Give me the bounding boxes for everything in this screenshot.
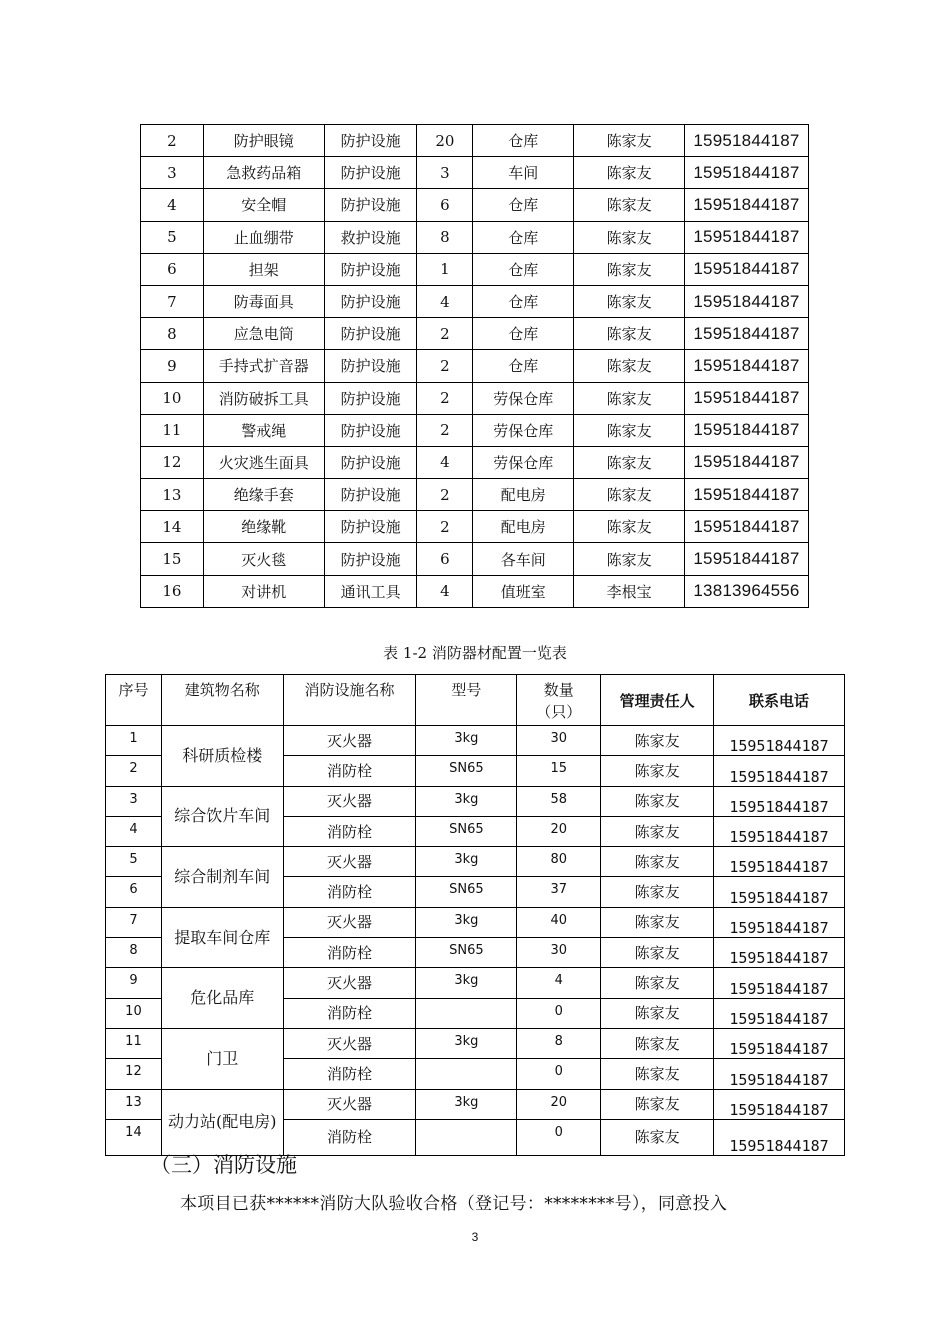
building-name: 综合饮片车间 xyxy=(161,786,283,847)
row-no: 11 xyxy=(141,414,204,446)
quantity: 0 xyxy=(517,1059,601,1089)
facility-name: 灭火器 xyxy=(283,786,416,816)
location: 值班室 xyxy=(473,575,574,607)
manager: 陈家友 xyxy=(601,786,714,816)
location: 仓库 xyxy=(473,350,574,382)
phone: 15951844187 xyxy=(714,726,845,756)
phone: 15951844187 xyxy=(684,414,808,446)
manager: 陈家友 xyxy=(601,938,714,968)
model: 3kg xyxy=(416,1089,517,1119)
location: 劳保仓库 xyxy=(473,446,574,478)
quantity: 2 xyxy=(417,350,473,382)
category: 防护设施 xyxy=(324,157,417,189)
manager: 陈家友 xyxy=(574,446,685,478)
table-row xyxy=(141,253,809,285)
manager: 陈家友 xyxy=(574,318,685,350)
quantity: 6 xyxy=(417,189,473,221)
row-no: 12 xyxy=(106,1059,162,1089)
item-name: 安全帽 xyxy=(203,189,324,221)
location: 仓库 xyxy=(473,221,574,253)
phone: 15951844187 xyxy=(684,543,808,575)
body-paragraph: 本项目已获******消防大队验收合格（登记号：********号），同意投入 xyxy=(180,1194,728,1214)
category: 防护设施 xyxy=(324,479,417,511)
manager: 陈家友 xyxy=(574,382,685,414)
item-name: 防护眼镜 xyxy=(203,125,324,157)
row-no: 10 xyxy=(106,998,162,1028)
row-no: 7 xyxy=(106,907,162,937)
row-no: 5 xyxy=(106,847,162,877)
phone: 15951844187 xyxy=(714,847,845,877)
item-name: 灭火毯 xyxy=(203,543,324,575)
phone: 15951844187 xyxy=(714,1119,845,1155)
quantity: 20 xyxy=(417,125,473,157)
facility-name: 灭火器 xyxy=(283,907,416,937)
quantity: 8 xyxy=(517,1028,601,1058)
model: 3kg xyxy=(416,1028,517,1058)
table-row xyxy=(106,786,845,816)
manager: 陈家友 xyxy=(601,847,714,877)
row-no: 2 xyxy=(106,756,162,786)
phone: 15951844187 xyxy=(714,756,845,786)
facility-name: 消防栓 xyxy=(283,1119,416,1155)
item-name: 绝缘靴 xyxy=(203,511,324,543)
manager: 陈家友 xyxy=(574,157,685,189)
row-no: 3 xyxy=(106,786,162,816)
quantity: 15 xyxy=(517,756,601,786)
manager: 陈家友 xyxy=(574,479,685,511)
item-name: 对讲机 xyxy=(203,575,324,607)
model xyxy=(416,1059,517,1089)
manager: 陈家友 xyxy=(601,1089,714,1119)
table-row xyxy=(141,350,809,382)
header-quantity xyxy=(517,675,601,726)
item-name: 担架 xyxy=(203,253,324,285)
phone: 15951844187 xyxy=(714,816,845,846)
manager: 陈家友 xyxy=(574,414,685,446)
row-no: 9 xyxy=(141,350,204,382)
manager: 陈家友 xyxy=(601,968,714,998)
row-no: 6 xyxy=(141,253,204,285)
location: 配电房 xyxy=(473,511,574,543)
manager: 陈家友 xyxy=(601,877,714,907)
manager: 陈家友 xyxy=(574,543,685,575)
table-row xyxy=(141,157,809,189)
phone: 15951844187 xyxy=(684,253,808,285)
category: 防护设施 xyxy=(324,189,417,221)
phone: 15951844187 xyxy=(684,446,808,478)
quantity: 40 xyxy=(517,907,601,937)
quantity: 0 xyxy=(517,998,601,1028)
phone: 15951844187 xyxy=(714,1089,845,1119)
building-name: 门卫 xyxy=(161,1028,283,1089)
manager: 陈家友 xyxy=(601,756,714,786)
row-no: 15 xyxy=(141,543,204,575)
page-number: 3 xyxy=(471,1230,479,1244)
category: 防护设施 xyxy=(324,382,417,414)
manager: 陈家友 xyxy=(601,1119,714,1155)
row-no: 11 xyxy=(106,1028,162,1058)
item-name: 手持式扩音器 xyxy=(203,350,324,382)
building-name: 危化品库 xyxy=(161,968,283,1029)
category: 防护设施 xyxy=(324,511,417,543)
category: 防护设施 xyxy=(324,125,417,157)
quantity: 37 xyxy=(517,877,601,907)
category: 防护设施 xyxy=(324,285,417,317)
location: 仓库 xyxy=(473,125,574,157)
row-no: 13 xyxy=(141,479,204,511)
phone: 15951844187 xyxy=(714,1059,845,1089)
row-no: 14 xyxy=(141,511,204,543)
category: 防护设施 xyxy=(324,350,417,382)
table-row xyxy=(106,726,845,756)
quantity: 4 xyxy=(517,968,601,998)
row-no: 12 xyxy=(141,446,204,478)
row-no: 13 xyxy=(106,1089,162,1119)
quantity: 30 xyxy=(517,938,601,968)
manager: 陈家友 xyxy=(574,221,685,253)
location: 车间 xyxy=(473,157,574,189)
item-name: 急救药品箱 xyxy=(203,157,324,189)
phone: 15951844187 xyxy=(684,350,808,382)
location: 仓库 xyxy=(473,318,574,350)
item-name: 绝缘手套 xyxy=(203,479,324,511)
quantity: 4 xyxy=(417,285,473,317)
phone: 15951844187 xyxy=(684,382,808,414)
header-building: 建筑物名称 xyxy=(161,675,283,726)
table-row xyxy=(141,125,809,157)
table-row xyxy=(141,189,809,221)
item-name: 警戒绳 xyxy=(203,414,324,446)
manager: 陈家友 xyxy=(601,1028,714,1058)
quantity: 58 xyxy=(517,786,601,816)
table-row xyxy=(141,479,809,511)
phone: 15951844187 xyxy=(714,907,845,937)
quantity: 4 xyxy=(417,446,473,478)
category: 防护设施 xyxy=(324,543,417,575)
model: SN65 xyxy=(416,938,517,968)
row-no: 6 xyxy=(106,877,162,907)
location: 仓库 xyxy=(473,189,574,221)
table-row xyxy=(141,382,809,414)
row-no: 3 xyxy=(141,157,204,189)
location: 配电房 xyxy=(473,479,574,511)
header-phone: 联系电话 xyxy=(714,675,845,726)
row-no: 16 xyxy=(141,575,204,607)
model xyxy=(416,998,517,1028)
phone: 15951844187 xyxy=(684,318,808,350)
phone: 15951844187 xyxy=(714,938,845,968)
model: 3kg xyxy=(416,726,517,756)
table-row xyxy=(106,847,845,877)
row-no: 8 xyxy=(141,318,204,350)
model: 3kg xyxy=(416,847,517,877)
table-row xyxy=(141,285,809,317)
header-quantity-line2: （只） xyxy=(536,703,582,721)
model: 3kg xyxy=(416,907,517,937)
model: SN65 xyxy=(416,877,517,907)
building-name: 提取车间仓库 xyxy=(161,907,283,968)
manager: 陈家友 xyxy=(574,511,685,543)
quantity: 2 xyxy=(417,511,473,543)
location: 仓库 xyxy=(473,285,574,317)
model: SN65 xyxy=(416,816,517,846)
category: 救护设施 xyxy=(324,221,417,253)
table-row xyxy=(141,511,809,543)
phone: 15951844187 xyxy=(684,285,808,317)
table-row xyxy=(106,1028,845,1058)
header-manager: 管理责任人 xyxy=(601,675,714,726)
phone: 15951844187 xyxy=(714,786,845,816)
phone: 13813964556 xyxy=(684,575,808,607)
quantity: 20 xyxy=(517,816,601,846)
header-no: 序号 xyxy=(106,675,162,726)
facility-name: 灭火器 xyxy=(283,726,416,756)
fire-equipment-table xyxy=(105,674,845,1156)
category: 防护设施 xyxy=(324,446,417,478)
manager: 陈家友 xyxy=(574,350,685,382)
phone: 15951844187 xyxy=(714,877,845,907)
item-name: 应急电筒 xyxy=(203,318,324,350)
header-quantity-line1: 数量 xyxy=(543,681,574,699)
phone: 15951844187 xyxy=(684,511,808,543)
manager: 陈家友 xyxy=(601,1059,714,1089)
phone: 15951844187 xyxy=(714,1028,845,1058)
manager: 陈家友 xyxy=(574,125,685,157)
phone: 15951844187 xyxy=(684,479,808,511)
quantity: 30 xyxy=(517,726,601,756)
manager: 陈家友 xyxy=(601,998,714,1028)
table-row xyxy=(106,1089,845,1119)
category: 防护设施 xyxy=(324,253,417,285)
category: 通讯工具 xyxy=(324,575,417,607)
facility-name: 灭火器 xyxy=(283,847,416,877)
quantity: 2 xyxy=(417,414,473,446)
quantity: 2 xyxy=(417,318,473,350)
manager: 陈家友 xyxy=(574,253,685,285)
equipment-table xyxy=(140,124,809,608)
manager: 陈家友 xyxy=(601,816,714,846)
phone: 15951844187 xyxy=(684,189,808,221)
quantity: 20 xyxy=(517,1089,601,1119)
row-no: 5 xyxy=(141,221,204,253)
quantity: 3 xyxy=(417,157,473,189)
manager: 陈家友 xyxy=(601,907,714,937)
header-model: 型号 xyxy=(416,675,517,726)
table-row xyxy=(141,575,809,607)
row-no: 1 xyxy=(106,726,162,756)
category: 防护设施 xyxy=(324,414,417,446)
section-heading: （三）消防设施 xyxy=(150,1153,297,1177)
item-name: 火灾逃生面具 xyxy=(203,446,324,478)
phone: 15951844187 xyxy=(714,968,845,998)
model: 3kg xyxy=(416,786,517,816)
category: 防护设施 xyxy=(324,318,417,350)
location: 仓库 xyxy=(473,253,574,285)
row-no: 9 xyxy=(106,968,162,998)
table-caption: 表 1-2 消防器材配置一览表 xyxy=(383,644,567,662)
phone: 15951844187 xyxy=(714,998,845,1028)
row-no: 2 xyxy=(141,125,204,157)
row-no: 4 xyxy=(106,816,162,846)
quantity: 8 xyxy=(417,221,473,253)
manager: 陈家友 xyxy=(574,285,685,317)
facility-name: 消防栓 xyxy=(283,938,416,968)
header-facility: 消防设施名称 xyxy=(283,675,416,726)
table-row xyxy=(106,907,845,937)
facility-name: 灭火器 xyxy=(283,1089,416,1119)
table-row xyxy=(141,318,809,350)
building-name: 综合制剂车间 xyxy=(161,847,283,908)
facility-name: 消防栓 xyxy=(283,816,416,846)
manager: 陈家友 xyxy=(601,726,714,756)
facility-name: 消防栓 xyxy=(283,756,416,786)
facility-name: 消防栓 xyxy=(283,1059,416,1089)
table-row xyxy=(141,414,809,446)
row-no: 8 xyxy=(106,938,162,968)
quantity: 1 xyxy=(417,253,473,285)
model: 3kg xyxy=(416,968,517,998)
quantity: 4 xyxy=(417,575,473,607)
manager: 陈家友 xyxy=(574,189,685,221)
model: SN65 xyxy=(416,756,517,786)
model xyxy=(416,1119,517,1155)
item-name: 止血绷带 xyxy=(203,221,324,253)
table-row xyxy=(106,968,845,998)
quantity: 2 xyxy=(417,479,473,511)
facility-name: 消防栓 xyxy=(283,998,416,1028)
row-no: 7 xyxy=(141,285,204,317)
table-row xyxy=(141,221,809,253)
table-row xyxy=(141,446,809,478)
location: 各车间 xyxy=(473,543,574,575)
building-name: 动力站(配电房) xyxy=(161,1089,283,1155)
table-row xyxy=(141,543,809,575)
row-no: 4 xyxy=(141,189,204,221)
item-name: 消防破拆工具 xyxy=(203,382,324,414)
quantity: 0 xyxy=(517,1119,601,1155)
facility-name: 灭火器 xyxy=(283,968,416,998)
quantity: 6 xyxy=(417,543,473,575)
facility-name: 消防栓 xyxy=(283,877,416,907)
phone: 15951844187 xyxy=(684,157,808,189)
facility-name: 灭火器 xyxy=(283,1028,416,1058)
quantity: 2 xyxy=(417,382,473,414)
quantity: 80 xyxy=(517,847,601,877)
manager: 李根宝 xyxy=(574,575,685,607)
phone: 15951844187 xyxy=(684,221,808,253)
row-no: 10 xyxy=(141,382,204,414)
location: 劳保仓库 xyxy=(473,382,574,414)
building-name: 科研质检楼 xyxy=(161,726,283,787)
phone: 15951844187 xyxy=(684,125,808,157)
row-no: 14 xyxy=(106,1119,162,1155)
location: 劳保仓库 xyxy=(473,414,574,446)
item-name: 防毒面具 xyxy=(203,285,324,317)
